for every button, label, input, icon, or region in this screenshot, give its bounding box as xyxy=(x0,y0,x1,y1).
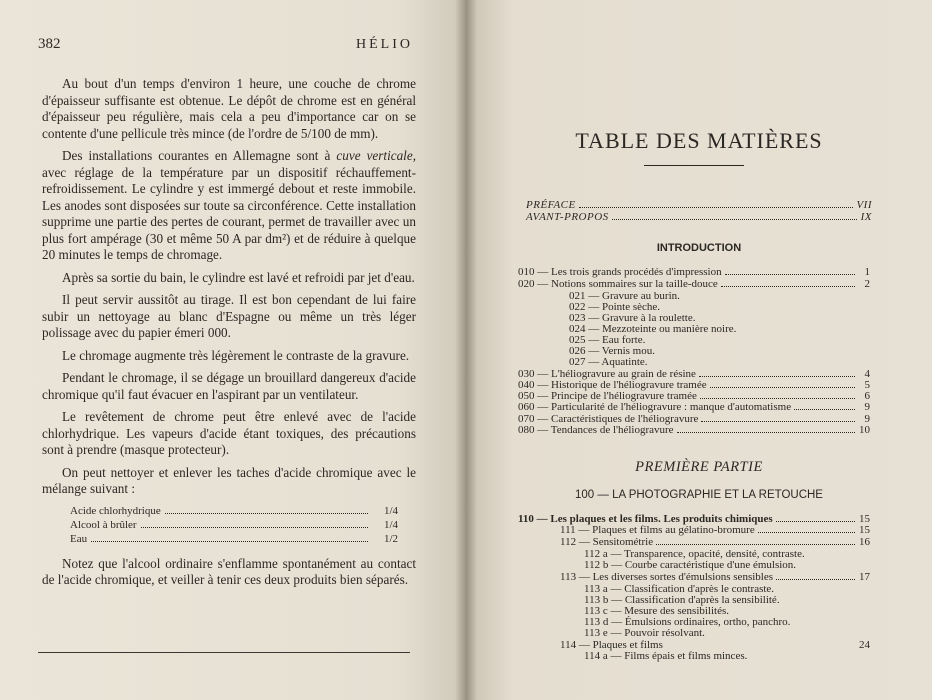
dot-leader xyxy=(141,527,368,528)
toc-entry-label: 111 — Plaques et films au gélatino-bromure xyxy=(560,524,755,536)
toc-entry xyxy=(560,536,870,548)
mixture-list xyxy=(70,504,398,546)
toc-entry-label: 040 — Historique de l'héliogravure tramée xyxy=(518,379,707,391)
book-gutter-shadow xyxy=(455,0,477,700)
toc-entry xyxy=(560,524,870,536)
paragraph: Après sa sortie du bain, le cylindre est lavé et refroidi par jet d'eau. xyxy=(62,269,415,285)
toc-entry-label: AVANT-PROPOS xyxy=(526,211,609,223)
dot-leader xyxy=(701,421,855,422)
paragraph: Pendant le chromage, il se dégage un brouillard dangereux d'acide chromique qu'il faut évacuer en l'aspirant par un ventilateur. xyxy=(42,370,416,402)
toc-entry-page: 6 xyxy=(864,390,870,402)
part-heading: PREMIÈRE PARTIE xyxy=(635,459,763,475)
dot-leader xyxy=(776,579,855,580)
toc-subentry xyxy=(584,650,870,662)
dot-leader xyxy=(656,544,855,545)
dot-leader xyxy=(725,274,855,275)
mixture-ingredient: Alcool à brûler xyxy=(70,518,137,531)
toc-entry-label: 070 — Caractéristiques de l'héliogravure xyxy=(518,413,699,425)
toc-entry xyxy=(518,278,870,290)
toc-entry-label: 113 a — Classification d'après le contraste. xyxy=(584,583,775,595)
toc-entry xyxy=(518,401,870,413)
toc-subentry xyxy=(584,559,870,571)
toc-entry-label: 114 a — Films épais et films minces. xyxy=(584,650,748,662)
paragraph: Notez que l'alcool ordinaire s'enflamme spontanément au contact de l'acide chromique, et veiller à tenir ces deux produits bien séparés. xyxy=(42,555,416,587)
toc-entry-page: 15 xyxy=(859,524,870,536)
mixture-ingredient: Acide chlorhydrique xyxy=(70,504,161,517)
toc-entry-label: 112 b — Courbe caractéristique d'une émulsion. xyxy=(584,559,797,571)
toc-entry-label: 113 e — Pouvoir résolvant. xyxy=(584,627,705,639)
right-page xyxy=(466,0,932,700)
dot-leader xyxy=(710,387,855,388)
toc-entry-page: 24 xyxy=(859,639,870,651)
toc-entry-label: 112 — Sensitométrie xyxy=(560,536,654,548)
italic-term: cuve verticale, xyxy=(336,148,416,163)
toc-entry-page: 17 xyxy=(859,571,870,583)
dot-leader xyxy=(612,219,857,220)
dot-leader xyxy=(699,376,855,377)
paragraph xyxy=(42,148,416,264)
toc-entry-label: 080 — Tendances de l'héliogravure xyxy=(518,424,674,436)
toc-entry-label: 113 b — Classification d'après la sensibilité. xyxy=(584,594,780,606)
toc-entry-label: 060 — Particularité de l'héliogravure : manque d'automatisme xyxy=(518,401,792,413)
toc-entry-label: 021 — Gravure au burin. xyxy=(569,290,680,302)
dot-leader xyxy=(700,398,855,399)
toc-subentry xyxy=(584,627,870,639)
mixture-ingredient: Eau xyxy=(70,532,88,545)
toc-entry-label: 113 c — Mesure des sensibilités. xyxy=(584,605,730,617)
paragraph: Le chromage augmente très légèrement le contraste de la gravure. xyxy=(62,347,410,363)
toc-entry-label: 050 — Principe de l'héliogravure tramée xyxy=(518,390,697,402)
toc-entry-page: 9 xyxy=(864,401,870,413)
toc-entry xyxy=(526,211,872,223)
toc-entry-label: 113 d — Émulsions ordinaires, ortho, panchro. xyxy=(584,616,791,628)
toc-entry-label: 022 — Pointe sèche. xyxy=(569,301,661,313)
running-head: HÉLIO xyxy=(356,37,413,52)
toc-entry-page: 10 xyxy=(859,424,870,436)
mixture-row xyxy=(70,504,398,518)
toc-entry-page: 15 xyxy=(859,513,870,525)
mixture-quantity: 1/2 xyxy=(383,532,398,545)
paragraph: Il peut servir aussitôt au tirage. Il est bon cependant de lui faire subir un nettoyage au blanc d'Espagne ou même un très léger polissage avec du papier émeri 000. xyxy=(42,292,416,340)
toc-entry-label: 010 — Les trois grands procédés d'impression xyxy=(518,266,722,278)
paragraph-text: Des installations courantes en Allemagne sont à xyxy=(62,148,337,163)
paragraph-text: avec réglage de la température par un dispositif réchauffement-refroidissement. Le cylindre y est immergé debout et reste immobile. Les anodes sont disposées sur toute sa circonférence. Cette installation supprime une partie des pertes de courant, permet de travailler avec un plus fort ampérage (30 et même 50 A par dm²) et de réduire à quelque 20 minutes le temps de chromage. xyxy=(42,164,416,262)
toc-entry-page: VII xyxy=(856,199,872,211)
toc-entry-label: 025 — Eau forte. xyxy=(569,334,646,346)
dot-leader xyxy=(721,286,855,287)
toc-entry-label: 027 — Aquatinte. xyxy=(569,356,648,368)
dot-leader xyxy=(91,541,368,542)
toc-entry-label: 113 — Les diverses sortes d'émulsions sensibles xyxy=(560,571,773,583)
dot-leader xyxy=(776,521,855,522)
paragraph: On peut nettoyer et enlever les taches d'acide chromique avec le mélange suivant : xyxy=(42,464,416,496)
toc-entry-label: 024 — Mezzoteinte ou manière noire. xyxy=(569,323,737,335)
toc-entry-label: 023 — Gravure à la roulette. xyxy=(569,312,696,324)
toc-entry-page: 16 xyxy=(859,536,870,548)
toc-entry-page: IX xyxy=(860,211,872,223)
table-of-contents xyxy=(466,0,932,700)
page-number: 382 xyxy=(38,36,61,52)
toc-entry-label: 026 — Vernis mou. xyxy=(569,345,655,357)
toc-entry-page: 4 xyxy=(864,368,870,380)
mixture-quantity: 1/4 xyxy=(383,518,398,531)
toc-entry-page: 5 xyxy=(864,379,870,391)
paragraph: Le revêtement de chrome peut être enlevé avec de l'acide chlorhydrique. Les vapeurs d'acide étant toxiques, des précautions sont à prendre (masque protecteur). xyxy=(42,409,416,457)
toc-entry-label: 030 — L'héliogravure au grain de résine xyxy=(518,368,696,380)
toc-entry xyxy=(560,571,870,583)
mixture-quantity: 1/4 xyxy=(383,504,398,517)
mixture-row xyxy=(70,518,398,532)
section-heading: 100 — LA PHOTOGRAPHIE ET LA RETOUCHE xyxy=(575,489,823,501)
dot-leader xyxy=(165,513,368,514)
toc-entry xyxy=(518,266,870,278)
dot-leader xyxy=(579,207,854,208)
dot-leader xyxy=(758,532,855,533)
toc-entry xyxy=(518,424,870,436)
toc-entry-page: 9 xyxy=(864,413,870,425)
paragraph: Au bout d'un temps d'environ 1 heure, une couche de chrome d'épaisseur suffisante est obtenue. Le dépôt de chrome est en général d'épaisseur peu régulière, mais cela a peu d'importance car on se contente d'une pellicule très mince (de l'ordre de 5/100 de mm). xyxy=(42,76,416,141)
toc-entry-label: PRÉFACE xyxy=(526,199,576,211)
toc-entry-label: 110 — Les plaques et les films. Les produits chimiques xyxy=(518,513,773,525)
toc-entry-page: 1 xyxy=(864,266,870,278)
toc-entry xyxy=(526,199,872,211)
toc-title: TABLE DES MATIÈRES xyxy=(575,128,823,153)
toc-entry-page: 2 xyxy=(864,278,870,290)
toc-entry-label: 114 — Plaques et films xyxy=(560,639,663,651)
toc-entry-label: 112 a — Transparence, opacité, densité, contraste. xyxy=(584,548,805,560)
dot-leader xyxy=(677,432,855,433)
footer-rule xyxy=(38,652,410,653)
toc-subentry xyxy=(569,356,870,368)
toc-entry-label: 020 — Notions sommaires sur la taille-douce xyxy=(518,278,718,290)
body-text xyxy=(42,76,416,595)
introduction-heading: INTRODUCTION xyxy=(656,242,742,254)
mixture-row xyxy=(70,532,398,546)
dot-leader xyxy=(794,409,855,410)
